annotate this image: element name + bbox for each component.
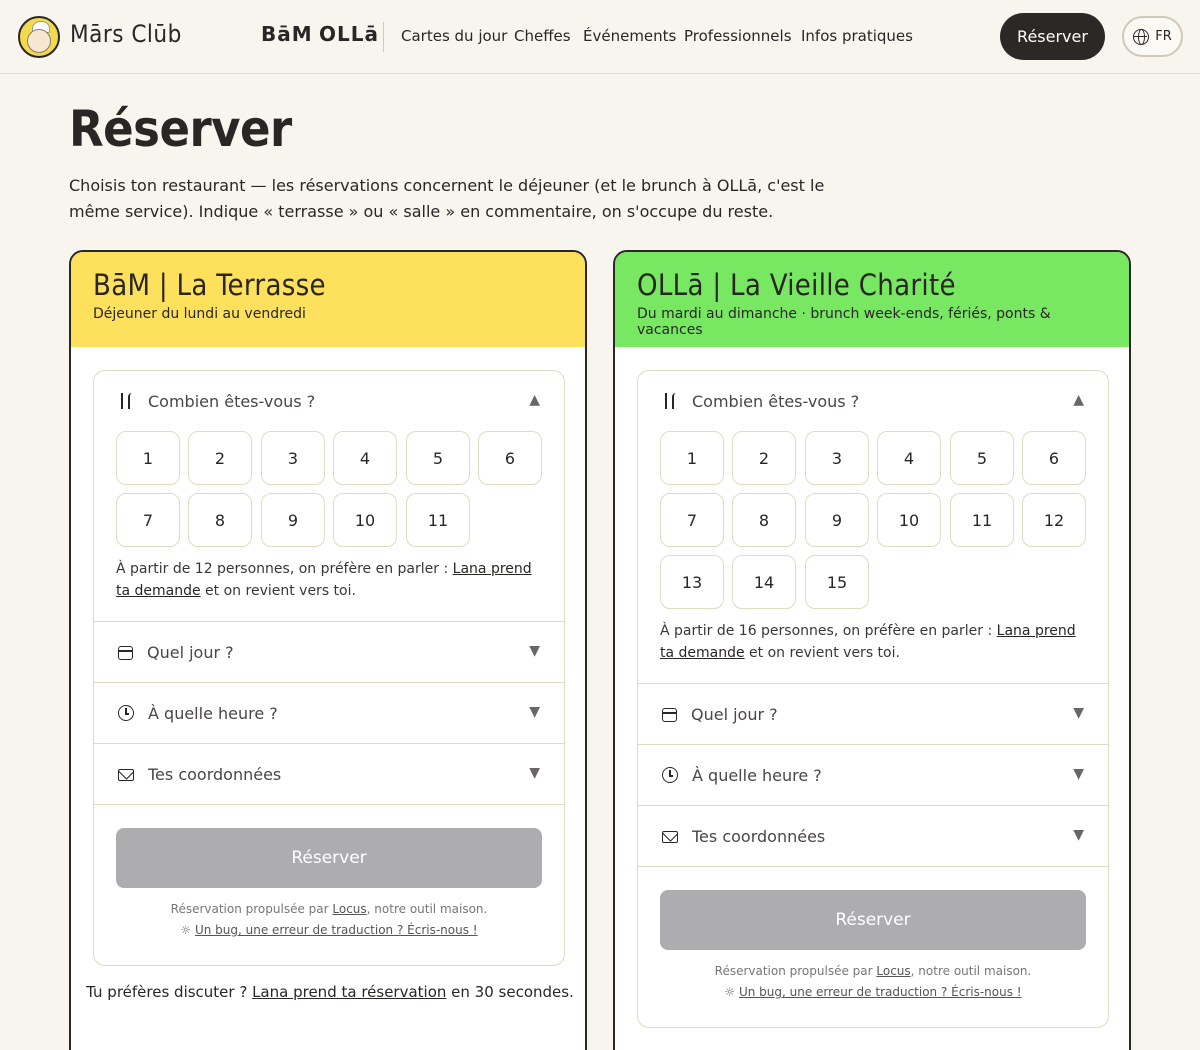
mail-icon: [118, 769, 134, 781]
party-size-option[interactable]: 2: [732, 431, 796, 485]
logo-avatar[interactable]: [18, 16, 60, 58]
chevron-down-icon: ▼: [529, 704, 540, 720]
booking-panel: [93, 370, 565, 966]
day-section-header[interactable]: [638, 684, 1108, 744]
brand-name[interactable]: Mārs Clūb: [70, 20, 182, 48]
chevron-down-icon: ▼: [1073, 766, 1084, 782]
time-label: À quelle heure ?: [692, 765, 822, 785]
powered-by: [638, 961, 1108, 982]
party-size-option[interactable]: 11: [950, 493, 1014, 547]
bug-report-link[interactable]: Un bug, une erreur de traduction ? Écris-nous !: [738, 985, 1022, 999]
chat-alternative: [71, 983, 587, 1001]
large-group-note: [116, 558, 546, 602]
party-size-option[interactable]: 9: [805, 493, 869, 547]
powered-by: [94, 899, 564, 920]
divider: [94, 804, 564, 805]
card-title: BāM | La Terrasse: [93, 268, 326, 302]
contact-section-header[interactable]: [638, 806, 1108, 866]
party-size-option[interactable]: 10: [877, 493, 941, 547]
powered-text: Réservation propulsée par: [714, 964, 877, 978]
nav-brand-bam[interactable]: BāM: [261, 22, 313, 46]
chevron-down-icon: ▼: [529, 765, 540, 781]
card-subtitle: Déjeuner du lundi au vendredi: [93, 306, 306, 322]
time-label: À quelle heure ?: [148, 703, 278, 723]
bug-report: [94, 920, 564, 941]
party-size-header[interactable]: [638, 371, 1108, 431]
large-group-link[interactable]: Lana prend ta demande: [116, 561, 532, 599]
note-text: et on revient vers toi.: [744, 645, 900, 661]
chat-text: Tu préfères discuter ?: [86, 983, 253, 1001]
time-section-header[interactable]: [638, 745, 1108, 805]
party-size-grid: [94, 431, 564, 621]
chat-text: en 30 secondes.: [446, 983, 574, 1001]
party-size-option[interactable]: 6: [478, 431, 542, 485]
page-intro: Choisis ton restaurant — les réservations concernent le déjeuner (et le brunch à OLLā, c'est le même service). Indique « terrasse » ou « salle » en commentaire, on s'occupe du reste.: [69, 176, 825, 221]
party-size-option[interactable]: 14: [732, 555, 796, 609]
card-header: [615, 252, 1129, 347]
party-size-option[interactable]: 13: [660, 555, 724, 609]
note-text: À partir de 12 personnes, on préfère en parler :: [116, 561, 453, 577]
party-size-option[interactable]: 8: [188, 493, 252, 547]
contact-label: Tes coordonnées: [692, 826, 826, 846]
top-header: [0, 0, 1200, 74]
powered-text: , notre outil maison.: [366, 902, 488, 916]
large-group-link[interactable]: Lana prend ta demande: [660, 623, 1076, 661]
card-title: OLLā | La Vieille Charité: [637, 268, 956, 302]
chevron-up-icon: ▲: [529, 392, 540, 408]
nav-link-cartes[interactable]: Cartes du jour: [401, 27, 508, 45]
party-size-option[interactable]: 10: [333, 493, 397, 547]
nav-link-cheffes[interactable]: Cheffes: [514, 27, 571, 45]
card-header: [71, 252, 585, 347]
reserve-submit-button[interactable]: Réserver: [116, 828, 542, 888]
note-text: et on revient vers toi.: [200, 583, 356, 599]
clock-icon: [662, 767, 678, 783]
day-label: Quel jour ?: [147, 642, 234, 662]
day-label: Quel jour ?: [691, 704, 778, 724]
chevron-down-icon: ▼: [529, 643, 540, 659]
powered-text: Réservation propulsée par: [170, 902, 333, 916]
page-title: Réserver: [69, 100, 292, 158]
party-size-option[interactable]: 2: [188, 431, 252, 485]
party-size-option[interactable]: 8: [732, 493, 796, 547]
chevron-down-icon: ▼: [1073, 705, 1084, 721]
chevron-up-icon: ▲: [1073, 392, 1084, 408]
party-size-option[interactable]: 4: [333, 431, 397, 485]
party-size-option[interactable]: 7: [660, 493, 724, 547]
party-size-label: Combien êtes-vous ?: [692, 391, 860, 411]
bug-icon: ☼: [180, 923, 192, 937]
party-size-header[interactable]: [94, 371, 564, 431]
header-reserve-button[interactable]: Réserver: [1000, 13, 1105, 60]
party-size-option[interactable]: 1: [116, 431, 180, 485]
party-size-option[interactable]: 3: [261, 431, 325, 485]
party-size-option[interactable]: 5: [950, 431, 1014, 485]
large-group-note: [660, 620, 1090, 664]
day-section-header[interactable]: [94, 622, 564, 682]
language-label: FR: [1155, 29, 1172, 44]
nav-link-professionnels[interactable]: Professionnels: [684, 27, 792, 45]
nav-link-infos[interactable]: Infos pratiques: [801, 27, 913, 45]
divider: [638, 866, 1108, 867]
globe-icon: [1133, 29, 1149, 45]
booking-panel: [637, 370, 1109, 1028]
chef-face-icon: [27, 29, 51, 53]
contact-label: Tes coordonnées: [148, 764, 282, 784]
contact-section-header[interactable]: [94, 744, 564, 804]
bug-icon: ☼: [724, 985, 736, 999]
party-size-option[interactable]: 9: [261, 493, 325, 547]
party-size-option[interactable]: 5: [406, 431, 470, 485]
powered-text: , notre outil maison.: [910, 964, 1032, 978]
locus-link[interactable]: Locus: [332, 902, 367, 916]
party-size-label: Combien êtes-vous ?: [148, 391, 316, 411]
language-switcher[interactable]: [1122, 16, 1183, 57]
party-size-grid: [638, 431, 1108, 683]
time-section-header[interactable]: [94, 683, 564, 743]
restaurant-card-olla: [613, 250, 1131, 1050]
party-size-option[interactable]: 3: [805, 431, 869, 485]
nav-brand-olla[interactable]: OLLā: [319, 22, 379, 46]
nav-divider: [383, 22, 384, 52]
locus-link[interactable]: Locus: [876, 964, 911, 978]
party-size-option[interactable]: 4: [877, 431, 941, 485]
calendar-icon: [662, 708, 677, 722]
chat-link[interactable]: Lana prend ta réservation: [252, 983, 447, 1001]
fork-knife-icon: [662, 393, 678, 409]
note-text: À partir de 16 personnes, on préfère en parler :: [660, 623, 997, 639]
restaurant-card-bam: [69, 250, 587, 1050]
chevron-down-icon: ▼: [1073, 827, 1084, 843]
party-size-option[interactable]: 15: [805, 555, 869, 609]
party-size-option[interactable]: 11: [406, 493, 470, 547]
party-size-option[interactable]: 12: [1022, 493, 1086, 547]
bug-report-link[interactable]: Un bug, une erreur de traduction ? Écris-nous !: [194, 923, 478, 937]
bug-report: [638, 982, 1108, 1003]
party-size-option[interactable]: 7: [116, 493, 180, 547]
card-subtitle: Du mardi au dimanche · brunch week-ends, fériés, ponts & vacances: [637, 306, 1051, 338]
calendar-icon: [118, 646, 133, 660]
nav-link-evenements[interactable]: Événements: [583, 27, 677, 45]
party-size-option[interactable]: 6: [1022, 431, 1086, 485]
mail-icon: [662, 831, 678, 843]
fork-knife-icon: [118, 393, 134, 409]
party-size-option[interactable]: 1: [660, 431, 724, 485]
clock-icon: [118, 705, 134, 721]
reserve-submit-button[interactable]: Réserver: [660, 890, 1086, 950]
